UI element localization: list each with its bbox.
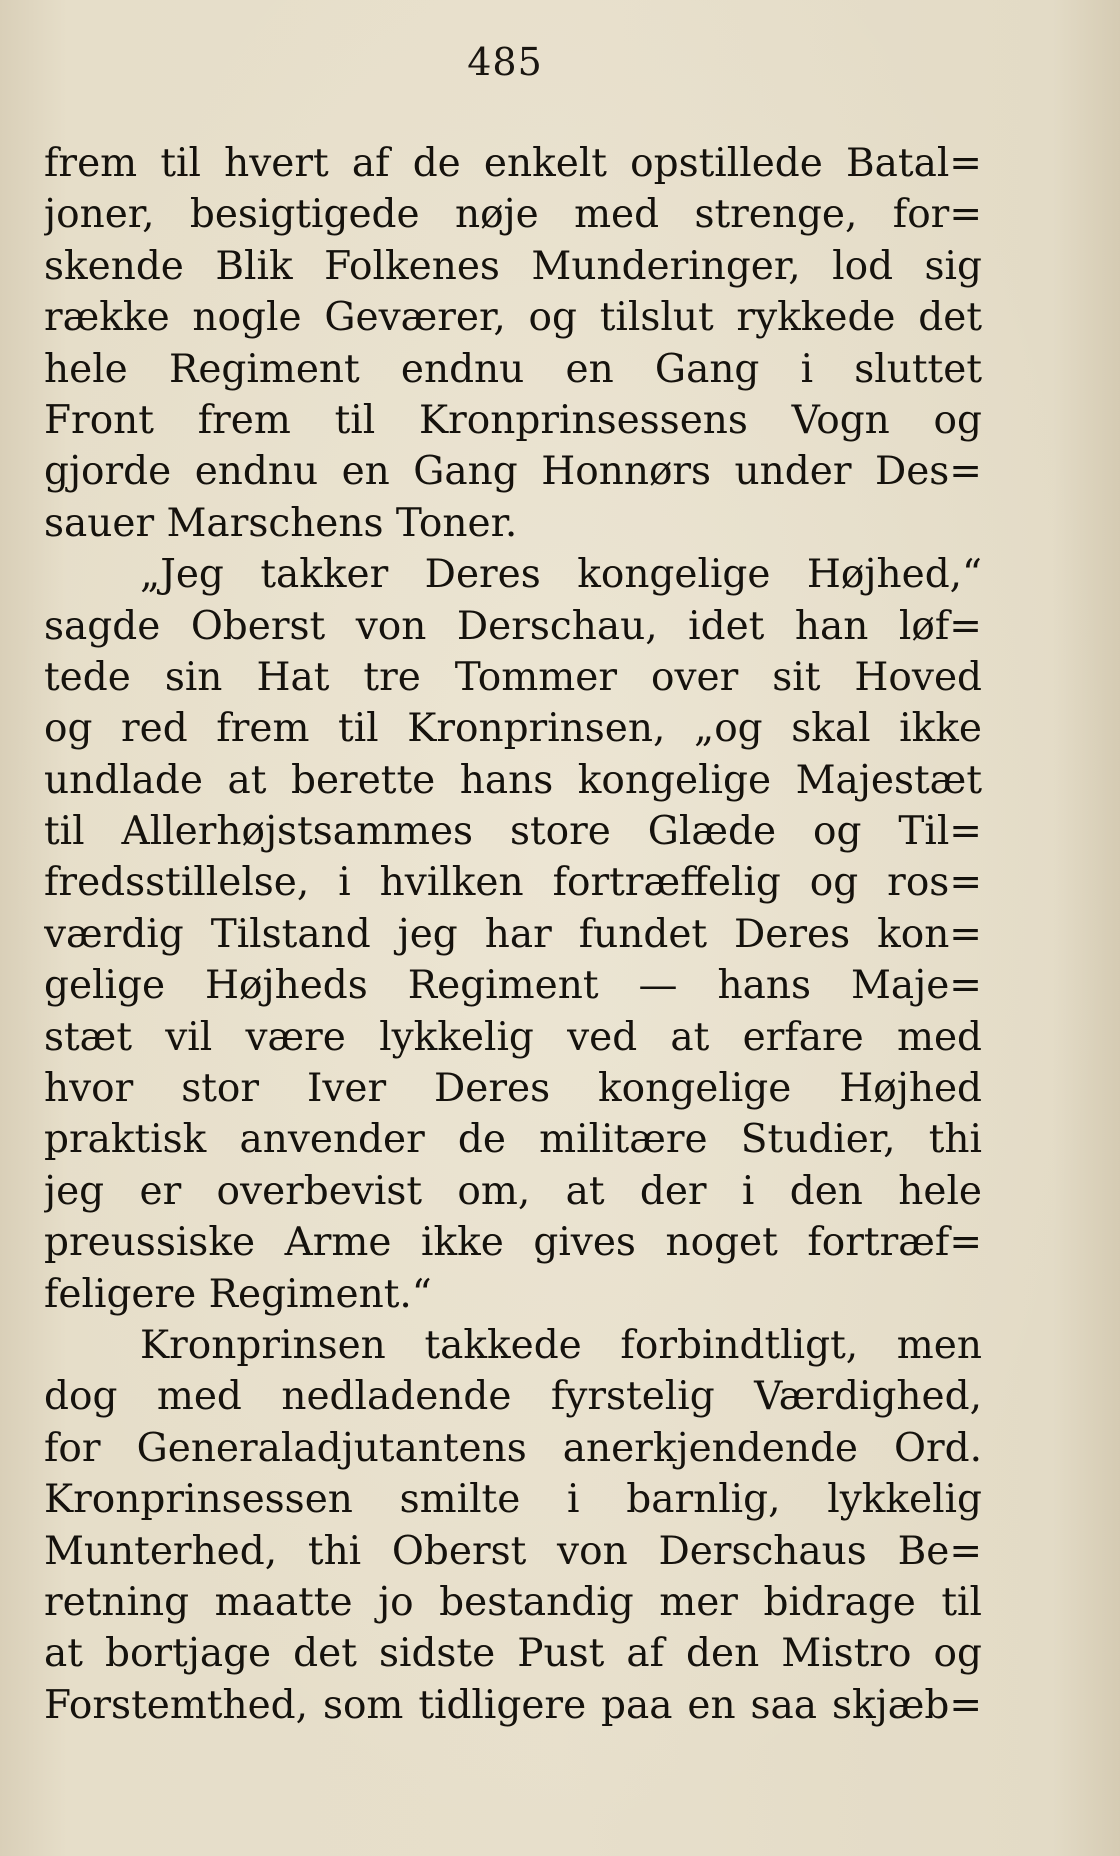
text-line: hvor stor Iver Deres kongelige Højhed bbox=[44, 1066, 982, 1112]
text-line: undlade at berette hans kongelige Majestæt bbox=[44, 757, 982, 803]
text-line: Kronprinsen takkede forbindtligt, men bbox=[140, 1322, 982, 1368]
text-line: skende Blik Folkenes Munderinger, lod sig bbox=[44, 243, 982, 289]
text-line: gjorde endnu en Gang Honnørs under Des= bbox=[44, 449, 982, 495]
text-line: sagde Oberst von Derschau, idet han løf= bbox=[44, 603, 982, 649]
text-line: værdig Tilstand jeg har fundet Deres kon= bbox=[44, 911, 982, 957]
text-line: praktisk anvender de militære Studier, thi bbox=[44, 1117, 982, 1163]
text-line: Forstemthed, som tidligere paa en saa skjæb= bbox=[44, 1682, 982, 1728]
text-line: sauer Marschens Toner. bbox=[44, 500, 518, 546]
text-line: for Generaladjutantens anerkjendende Ord. bbox=[44, 1425, 982, 1471]
text-line: jeg er overbevist om, at der i den hele bbox=[44, 1168, 982, 1214]
text-line: Munterhed, thi Oberst von Derschaus Be= bbox=[44, 1528, 982, 1574]
text-line: joner, besigtigede nøje med strenge, for= bbox=[44, 192, 982, 238]
text-line: Kronprinsessen smilte i barnlig, lykkelig bbox=[44, 1477, 982, 1523]
text-line: feligere Regiment.“ bbox=[44, 1271, 432, 1317]
text-line: hele Regiment endnu en Gang i sluttet bbox=[44, 346, 982, 392]
body-text bbox=[44, 138, 982, 1731]
text-line: stæt vil være lykkelig ved at erfare med bbox=[44, 1014, 982, 1060]
text-line: „Jeg takker Deres kongelige Højhed,“ bbox=[140, 552, 982, 598]
text-line: dog med nedladende fyrstelig Værdighed, bbox=[44, 1374, 982, 1420]
page-number: 485 bbox=[467, 40, 543, 84]
text-line: Front frem til Kronprinsessens Vogn og bbox=[44, 397, 982, 443]
text-line: at bortjage det sidste Pust af den Mistro og bbox=[44, 1631, 982, 1677]
text-line: fredsstillelse, i hvilken fortræffelig og ros= bbox=[44, 860, 982, 906]
text-line: og red frem til Kronprinsen, „og skal ikke bbox=[44, 706, 982, 752]
text-line: gelige Højheds Regiment — hans Maje= bbox=[44, 963, 982, 1009]
text-line: retning maatte jo bestandig mer bidrage til bbox=[44, 1579, 982, 1625]
text-line: række nogle Geværer, og tilslut rykkede det bbox=[44, 295, 982, 341]
text-line: til Allerhøjstsammes store Glæde og Til= bbox=[44, 809, 982, 855]
text-line: preussiske Arme ikke gives noget fortræf= bbox=[44, 1220, 982, 1266]
text-line: frem til hvert af de enkelt opstillede Batal= bbox=[44, 141, 982, 186]
text-line: tede sin Hat tre Tommer over sit Hoved bbox=[44, 654, 982, 700]
